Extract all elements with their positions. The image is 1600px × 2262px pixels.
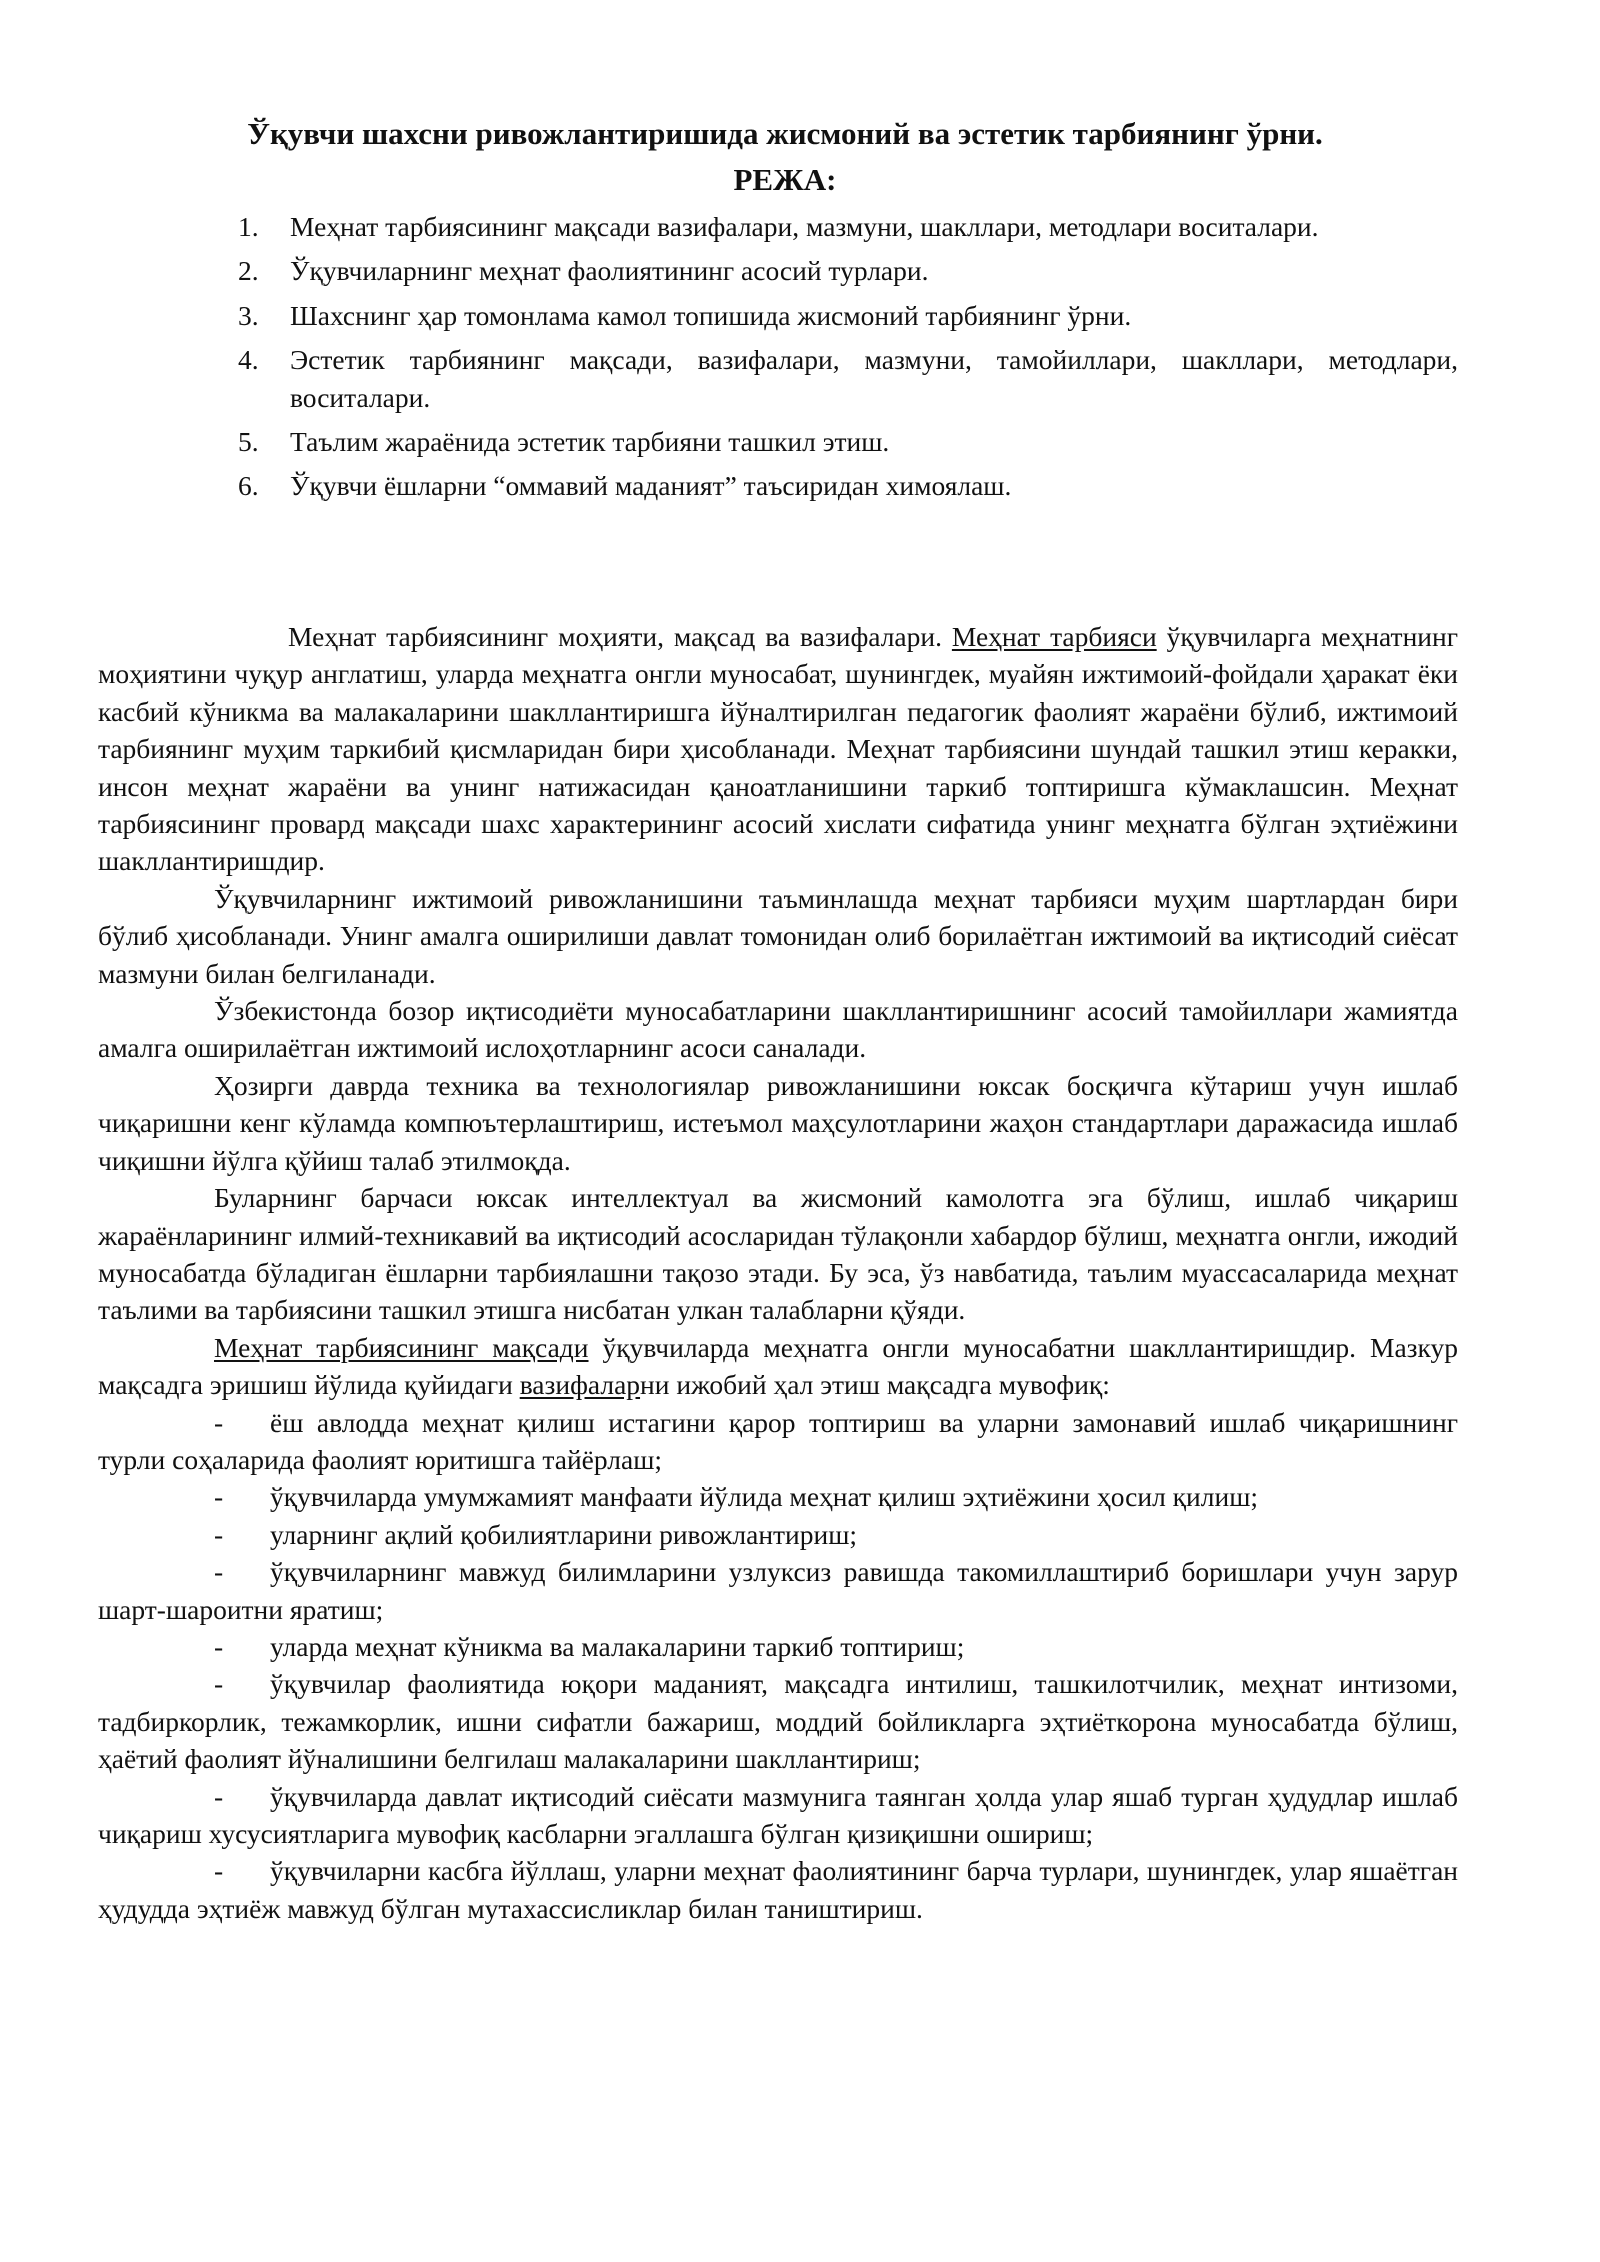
paragraph-text: ни ижобий ҳал этиш мақсадга мувофиқ: — [640, 1369, 1110, 1401]
bullet-text: ўқувчиларни касбга йўллаш, уларни меҳнат фаолиятининг барча турлари, шунингдек, улар яшаётган ҳудудда эҳтиёж мавжуд бўлган мутахассисликлар билан таништириш. — [98, 1855, 1458, 1924]
plan-item-number: 4. — [238, 344, 259, 376]
bullet-text: ўқувчилар фаолиятида юқори маданият, мақсадга интилиш, ташкилотчилик, меҳнат интизоми, тадбиркорлик, тежамкорлик, ишни сифатли бажариш, моддий бойликларга эҳтиёткорона муносабатда бўлиш, ҳаётий фаолият йўналишини белгилаш малакаларини шакллантириш; — [98, 1668, 1458, 1775]
bullet-item — [98, 1665, 1458, 1777]
bullet-item — [98, 1478, 1458, 1515]
bullet-text: ўқувчиларда умумжамият манфаати йўлида меҳнат қилиш эҳтиёжини ҳосил қилиш; — [270, 1481, 1259, 1513]
term-underlined: вазифалар — [519, 1369, 641, 1401]
bullet-text: уларнинг ақлий қобилиятларини ривожлантириш; — [270, 1518, 858, 1550]
bullet-item — [98, 1404, 1458, 1479]
paragraph: Ўзбекистонда бозор иқтисодиёти муносабатларини шакллантиришнинг асосий тамойиллари жамиятда амалга оширилаётган ижтимоий ислоҳотларнинг асоси саналади. — [98, 995, 1458, 1064]
plan-item — [238, 423, 1458, 460]
plan-item-number: 5. — [238, 426, 259, 458]
plan-item-number: 6. — [238, 470, 259, 502]
bullet-dash: - — [214, 1406, 224, 1438]
bullet-dash: - — [214, 1556, 224, 1588]
plan-item — [238, 208, 1458, 245]
bullet-text: уларда меҳнат кўникма ва малакаларини таркиб топтириш; — [270, 1630, 965, 1662]
bullet-text: ўқувчиларнинг мавжуд билимларини узлуксиз равишда такомиллаштириб боришлари учун зарур шарт-шароитни яратиш; — [98, 1556, 1458, 1625]
bullet-item — [98, 1553, 1458, 1628]
plan-item-text: Ўқувчи ёшларни “оммавий маданият” таъсиридан химоялаш. — [290, 470, 1012, 502]
term-underlined: Меҳнат тарбияси — [951, 621, 1157, 652]
plan-list — [238, 208, 1458, 512]
paragraph: Ҳозирги даврда техника ва технологиялар ривожланишини юксак босқичга кўтариш учун ишлаб чиқаришни кенг кўламда компюътерлаштириш, истеъмол маҳсулотларини жаҳон стандартлари даражасида ишлаб чиқишни йўлга қўйиш талаб этилмоқда. — [98, 1069, 1458, 1176]
bullet-item — [98, 1516, 1458, 1553]
document-title: Ўқувчи шахсни ривожлантиришида жисмоний ва эстетик тарбиянинг ўрни. — [247, 116, 1323, 151]
paragraph: Ўқувчиларнинг ижтимоий ривожланишини таъминлашда меҳнат тарбияси муҳим шартлардан бири бўлиб ҳисобланади. Унинг амалга оширилиши давлат томонидан олиб борилаётган ижтимоий ва иқтисодий сиёсат мазмуни билан белгиланади. — [98, 882, 1458, 989]
plan-item — [238, 467, 1458, 504]
bullet-item — [98, 1852, 1458, 1927]
plan-item-number: 1. — [238, 211, 259, 242]
paragraph-intro — [98, 618, 1458, 880]
plan-item-text: Ўқувчиларнинг меҳнат фаолиятининг асосий турлари. — [290, 255, 929, 287]
section-heading-text: Меҳнат тарбиясининг моҳияти, мақсад ва вазифалари. — [288, 621, 952, 652]
paragraph-text: ўқувчиларда меҳнатга онгли муносабатни шакллантиришдир. Мазкур мақсадга эришиш йўлида қуйидаги — [98, 1331, 1458, 1401]
plan-item-text: Эстетик тарбиянинг мақсади, вазифалари, мазмуни, тамойиллари, шакллари, методлари, воситалари. — [290, 344, 1458, 413]
bullet-dash: - — [214, 1855, 224, 1887]
bullet-dash: - — [214, 1481, 224, 1513]
paragraph-goal — [98, 1329, 1458, 1404]
paragraph-text: ўқувчиларга меҳнатнинг моҳиятини чуқур англатиш, уларда меҳнатга онгли муносабат, шунингдек, муайян ижтимоий-фойдали ҳаракат ёки касбий кўникма ва малакаларини шакллантиришга йўналтирилган педагогик фаолият жараёни бўлиб, ижтимоий тарбиянинг муҳим таркибий қисмларидан бири ҳисобланади. Меҳнат тарбиясини шундай ташкил этиш керакки, инсон меҳнат жараёни ва унинг натижасидан қаноатланишини таркиб топтиришга кўмаклашсин. Меҳнат тарбиясининг провард мақсади шахс характерининг асосий хислати сифатида унинг меҳнатга бўлган эҳтиёжини шакллантиришдир. — [98, 621, 1459, 877]
bullet-item — [98, 1628, 1458, 1665]
plan-item — [238, 252, 1458, 289]
plan-heading: РЕЖА: — [733, 162, 837, 197]
bullet-text: ёш авлодда меҳнат қилиш истагини қарор топтириш ва уларни замонавий ишлаб чиқаришнинг турли соҳаларида фаолият юритишга тайёрлаш; — [98, 1406, 1458, 1475]
plan-item-text: Таълим жараёнида эстетик тарбияни ташкил этиш. — [290, 426, 890, 458]
paragraph: Буларнинг барчаси юксак интеллектуал ва жисмоний камолотга эга бўлиш, ишлаб чиқариш жараёнларининг илмий-техникавий ва иқтисодий асосларидан тўлақонли хабардор бўлиш, меҳнатга онгли, ижодий муносабатда бўладиган ёшларни тарбиялашни тақозо этади. Бу эса, ўз навбатида, таълим муассасаларида меҳнат таълими ва тарбиясини ташкил этишга нисбатан улкан талабларни қўяди. — [98, 1182, 1458, 1326]
bullet-dash: - — [214, 1668, 224, 1700]
body-text — [98, 618, 1458, 1927]
plan-item-text: Меҳнат тарбиясининг мақсади вазифалари, мазмуни, шакллари, методлари воситалари. — [290, 211, 1319, 242]
plan-item — [238, 297, 1458, 334]
plan-item-number: 2. — [238, 255, 259, 287]
plan-item — [238, 341, 1458, 416]
bullet-item — [98, 1778, 1458, 1853]
bullet-dash: - — [214, 1780, 224, 1812]
bullet-text: ўқувчиларда давлат иқтисодий сиёсати мазмунига таянган ҳолда улар яшаб турган ҳудудлар ишлаб чиқариш хусусиятларига мувофиқ касбларни эгаллашга бўлган қизиқишни ошириш; — [98, 1780, 1458, 1849]
bullet-dash: - — [214, 1630, 224, 1662]
plan-item-text: Шахснинг ҳар томонлама камол топишида жисмоний тарбиянинг ўрни. — [290, 299, 1132, 331]
term-underlined: Меҳнат тарбиясининг мақсади — [214, 1331, 589, 1363]
bullet-dash: - — [214, 1518, 224, 1550]
plan-item-number: 3. — [238, 299, 259, 331]
